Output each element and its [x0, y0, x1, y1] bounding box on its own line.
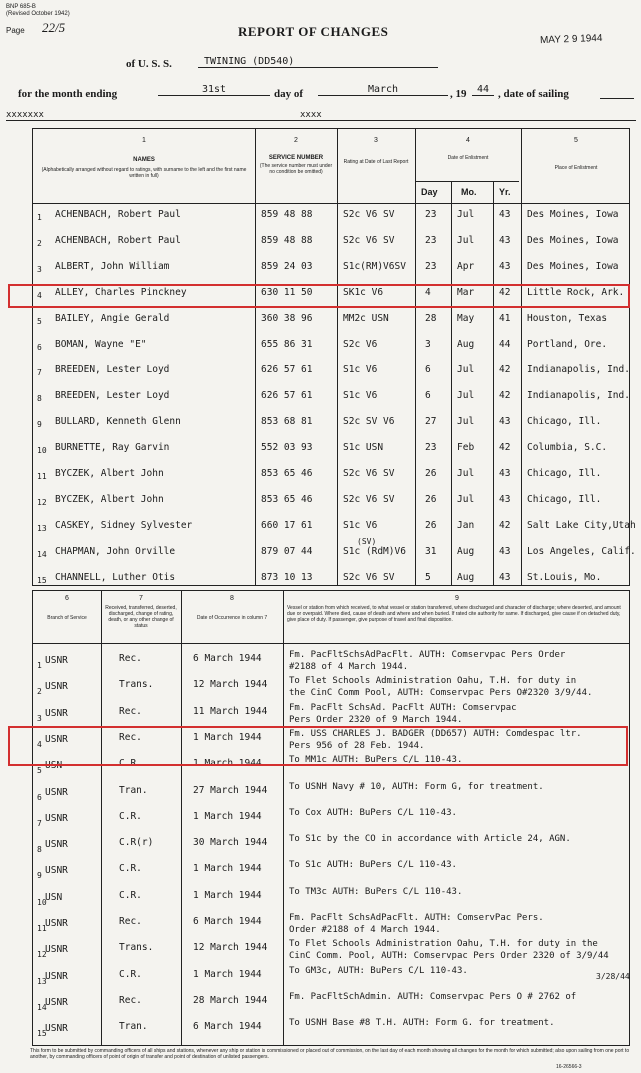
- cell-remarks-line: #2188 of 4 March 1944.: [289, 662, 409, 672]
- cell-remarks-line: To Flet Schools Administration Oahu, T.H. for duty in: [289, 676, 577, 687]
- cell-place: Columbia, S.C.: [527, 442, 608, 454]
- header-rule: [6, 120, 636, 121]
- day-of-label: day of: [274, 88, 304, 100]
- col7-number: 7: [139, 595, 143, 602]
- cell-day: 6: [425, 364, 431, 376]
- cell-service: 626 57 61: [261, 390, 313, 402]
- changes-table: [32, 590, 630, 1046]
- col1-title: NAMES: [133, 157, 155, 163]
- cell-service: 630 11 50: [261, 286, 313, 298]
- cell-change: Rec.: [119, 916, 142, 927]
- footer-code: 16-26566-3: [556, 1064, 582, 1070]
- cell-remarks-line: To Flet Schools Administration Oahu, T.H. for duty in the: [289, 939, 598, 950]
- cell-change: C.R.: [119, 968, 142, 980]
- cell-mo: Jul: [457, 209, 475, 220]
- uss-label: of U. S. S.: [126, 58, 172, 70]
- cell-yr: 42: [499, 519, 511, 531]
- cell-yr: 43: [499, 493, 511, 505]
- cell-date: 27 March 1944: [193, 784, 268, 796]
- cell-name: BAILEY, Angie Gerald: [55, 312, 170, 324]
- cell-service: 853 65 46: [261, 468, 313, 479]
- cell-date: 1 March 1944: [193, 889, 262, 901]
- row-number: 13: [37, 523, 47, 533]
- date-of-sailing-label: , date of sailing: [498, 88, 569, 100]
- cell-change: Rec.: [119, 731, 142, 743]
- cell-change: C.R.: [119, 810, 142, 822]
- cell-place: Los Angeles, Calif.: [527, 545, 636, 557]
- cell-date: 12 March 1944: [193, 679, 268, 691]
- cell-place: Indianapolis, Ind.: [527, 390, 630, 402]
- cell-service: 859 24 03: [261, 260, 313, 272]
- cell-change: C.R.: [119, 889, 142, 901]
- row-number: 2: [37, 238, 42, 248]
- col8-title: Date of Occurrence in column 7: [196, 615, 268, 621]
- cell-place: Chicago, Ill.: [527, 493, 602, 505]
- cell-place: Chicago, Ill.: [527, 416, 602, 428]
- cell-mo: May: [457, 312, 475, 324]
- col-divider: [451, 181, 452, 585]
- cell-yr: 43: [499, 260, 511, 272]
- cell-yr: 43: [499, 571, 511, 583]
- cell-change: Tran.: [119, 1021, 148, 1033]
- cell-remarks-line: Fm. PacFltSchsAdPacFlt. AUTH: Comservpac Pers Order: [289, 650, 566, 660]
- header-bottom-rule: [33, 203, 629, 204]
- cell-branch: USNR: [45, 786, 68, 798]
- col8-number: 8: [230, 595, 234, 602]
- form-identifier: BNP 685-B (Revised October 1942): [6, 4, 70, 17]
- cell-remarks-line: Pers Order 2320 of 9 March 1944.: [289, 714, 463, 725]
- cell-name: CHANNELL, Luther Otis: [55, 571, 176, 583]
- col4-day: Day: [421, 187, 438, 197]
- row-number: 1: [37, 661, 42, 670]
- cell-service: 360 38 96: [261, 312, 313, 324]
- row-number: 2: [37, 687, 42, 697]
- cell-branch: USNR: [45, 944, 68, 956]
- cell-name: ACHENBACH, Robert Paul: [55, 209, 181, 220]
- cell-remarks-line: To USNH Navy # 10, AUTH: Form G, for treatment.: [289, 781, 544, 792]
- cell-remarks-line: To S1c AUTH: BuPers C/L 110-43.: [289, 860, 457, 871]
- cell-service: 853 68 81: [261, 416, 313, 428]
- year-value: 44: [472, 84, 494, 96]
- row-number: 11: [37, 924, 47, 933]
- cell-remarks-line: Fm. PacFltSchAdmin. AUTH: Comservpac Pers O # 2762 of: [289, 991, 577, 1002]
- cell-day: 23: [425, 209, 437, 220]
- row-number: 15: [37, 575, 47, 585]
- cell-mo: Jul: [457, 364, 475, 376]
- col7-title: Received, transferred, deserted, discharged, change of rating, death, or any other change of status: [105, 605, 177, 629]
- cell-name: CHAPMAN, John Orville: [55, 545, 176, 557]
- cell-change: Tran.: [119, 784, 148, 796]
- row-number: 6: [37, 792, 42, 802]
- cell-place: Portland, Ore.: [527, 338, 608, 350]
- cell-day: 31: [425, 545, 437, 557]
- month-value: March: [318, 84, 448, 96]
- cell-date: 1 March 1944: [193, 731, 262, 743]
- col2-desc: (The service number must under no condition be omitted): [259, 163, 333, 175]
- cell-day: 26: [425, 493, 437, 505]
- cell-branch: USNR: [45, 1023, 68, 1035]
- cell-rating: S1c(RM)V6SV: [343, 260, 406, 272]
- col-divider: [101, 591, 102, 1045]
- cell-service: 626 57 61: [261, 364, 313, 376]
- cell-date: 6 March 1944: [193, 653, 262, 664]
- cell-branch: USNR: [45, 839, 68, 851]
- date-stamp: MAY 2 9 1944: [539, 32, 603, 47]
- cell-remarks-line: To Cox AUTH: BuPers C/L 110-43.: [289, 807, 457, 818]
- cell-day: 28: [425, 312, 437, 324]
- col-divider: [493, 181, 494, 585]
- cell-branch: USNR: [45, 655, 68, 666]
- cell-mo: Aug: [457, 545, 475, 557]
- cell-date: 1 March 1944: [193, 968, 262, 980]
- page-label: Page: [6, 26, 25, 35]
- cell-mo: Jul: [457, 390, 475, 402]
- cell-date: 1 March 1944: [193, 758, 262, 770]
- page-number: 22/5: [42, 20, 66, 35]
- row-number: 5: [37, 766, 42, 776]
- col5-number: 5: [574, 137, 578, 144]
- header-bottom-rule: [33, 643, 629, 644]
- cell-yr: 42: [499, 364, 511, 376]
- cell-remarks-line: Pers 956 of 28 Feb. 1944.: [289, 740, 425, 751]
- cell-branch: USN: [45, 760, 63, 772]
- cell-rating: S1c V6: [343, 364, 378, 376]
- col1-number: 1: [142, 137, 146, 144]
- margin-note: 3/28/44: [596, 972, 630, 981]
- cell-place: Chicago, Ill.: [527, 468, 602, 479]
- cell-mo: Aug: [457, 571, 475, 583]
- cell-change: Trans.: [119, 942, 154, 954]
- cell-day: 5: [425, 571, 431, 583]
- cell-change: Rec.: [119, 705, 142, 717]
- month-ending-label: for the month ending: [18, 88, 118, 100]
- cell-yr: 44: [499, 338, 511, 350]
- cell-branch: USNR: [45, 918, 68, 929]
- col4-year: Yr.: [499, 187, 511, 197]
- col4-number: 4: [466, 137, 470, 144]
- row-number: 8: [37, 394, 42, 404]
- enlistment-subrule: [415, 181, 519, 182]
- cell-remarks-line: To MM1c AUTH: BuPers C/L 110-43.: [289, 755, 463, 766]
- cell-mo: Jul: [457, 468, 475, 479]
- cell-remarks-line: To S1c by the CO in accordance with Article 24, AGN.: [289, 834, 571, 845]
- cell-rating: S2c V6 SV: [343, 234, 395, 246]
- cell-service: 879 07 44: [261, 545, 313, 557]
- cell-branch: USNR: [45, 996, 68, 1008]
- row-number: 7: [37, 818, 42, 828]
- col4-title: Date of Enlistment: [447, 155, 489, 161]
- col3-title: Rating at Date of Last Report: [343, 159, 409, 165]
- cell-yr: 42: [499, 286, 511, 298]
- row-number: 9: [37, 871, 42, 881]
- cell-day: 23: [425, 442, 437, 454]
- col-divider: [283, 591, 284, 1045]
- cell-place: Salt Lake City,Utah: [527, 519, 636, 531]
- col6-number: 6: [65, 595, 69, 602]
- cell-day: 26: [425, 468, 437, 479]
- col2-title: SERVICE NUMBER: [268, 155, 324, 161]
- cell-name: ACHENBACH, Robert Paul: [55, 234, 181, 246]
- row-number: 12: [37, 497, 47, 507]
- cell-date: 6 March 1944: [193, 1021, 262, 1033]
- row-number: 14: [37, 549, 47, 559]
- cell-name: BYCZEK, Albert John: [55, 493, 164, 505]
- cell-remarks-line: the CinC Comm Pool, AUTH: Comservpac Pers O#2320 3/9/44.: [289, 688, 593, 699]
- personnel-table: [32, 128, 636, 586]
- cell-name: ALLEY, Charles Pinckney: [55, 286, 187, 298]
- highlight-bottom-row-4: [8, 726, 628, 766]
- cell-change: C.R(r): [119, 837, 154, 849]
- row-number: 11: [37, 472, 47, 481]
- cell-mo: Apr: [457, 260, 475, 272]
- cell-name: BOMAN, Wayne "E": [55, 338, 147, 350]
- cell-mo: Jul: [457, 493, 475, 505]
- cell-rating: MM2c USN: [343, 312, 389, 324]
- col9-title: Vessel or station from which received, to what vessel or station transferred, where discharged and character of discharge; where deserted, and amount due or overpaid. Where died, cause of death and where and when buried. If rated cite authority for same. If discharged, give cause if on detached duty, give place of duty. If passenger, give purpose of travel and final disposition.: [287, 605, 621, 623]
- cell-name: BREEDEN, Lester Loyd: [55, 364, 170, 376]
- cell-change: C.R.: [119, 863, 142, 875]
- cell-rating: S2c V6: [343, 338, 378, 350]
- col-divider: [337, 129, 338, 585]
- col4-month: Mo.: [461, 187, 477, 197]
- row-number: 12: [37, 950, 47, 960]
- cell-date: 30 March 1944: [193, 837, 268, 849]
- year-label: , 19: [450, 88, 467, 100]
- cell-mo: Aug: [457, 338, 475, 350]
- cell-rating: S1c V6: [343, 519, 378, 531]
- cell-place: St.Louis, Mo.: [527, 571, 602, 583]
- col-divider: [181, 591, 182, 1045]
- cell-remarks-line: Fm. PacFlt SchsAd. PacFlt AUTH: Comservpac: [289, 702, 517, 713]
- col-divider: [521, 129, 522, 585]
- cell-place: Des Moines, Iowa: [527, 209, 619, 220]
- cell-name: ALBERT, John William: [55, 260, 170, 272]
- cell-remarks-line: Order #2188 of 4 March 1944.: [289, 925, 441, 935]
- cell-date: 6 March 1944: [193, 916, 262, 927]
- cell-name: BYCZEK, Albert John: [55, 468, 164, 479]
- cell-day: 6: [425, 390, 431, 402]
- row-number: 9: [37, 420, 42, 430]
- row-number: 10: [37, 897, 47, 907]
- cell-name: BURNETTE, Ray Garvin: [55, 442, 170, 454]
- cell-place: Des Moines, Iowa: [527, 260, 619, 272]
- cell-rating: S1c V6: [343, 390, 378, 402]
- rating-annotation: (SV): [357, 537, 377, 546]
- row-number: 14: [37, 1002, 47, 1012]
- cell-day: 4: [425, 286, 431, 298]
- cell-change: Trans.: [119, 679, 154, 691]
- cell-service: 859 48 88: [261, 234, 313, 246]
- cell-date: 1 March 1944: [193, 810, 262, 822]
- cell-mo: Feb: [457, 442, 475, 454]
- crossed-out-right: xxxx: [300, 110, 322, 120]
- row-number: 13: [37, 976, 47, 986]
- cell-day: 3: [425, 338, 431, 350]
- cell-place: Indianapolis, Ind.: [527, 364, 630, 376]
- cell-remarks-line: CinC Comm. Pool, AUTH: Comservpac Pers Order 2320 of 3/9/44: [289, 951, 609, 962]
- row-number: 5: [37, 316, 42, 326]
- cell-yr: 43: [499, 545, 511, 557]
- sailing-date-line: [600, 98, 634, 99]
- cell-day: 23: [425, 260, 437, 272]
- row-number: 7: [37, 368, 42, 378]
- cell-branch: USNR: [45, 812, 68, 824]
- cell-day: 23: [425, 234, 437, 246]
- cell-mo: Jul: [457, 234, 475, 246]
- cell-rating: S2c V6 SV: [343, 209, 395, 220]
- cell-yr: 43: [499, 416, 511, 428]
- cell-name: BULLARD, Kenneth Glenn: [55, 416, 181, 428]
- cell-rating: S2c SV V6: [343, 416, 395, 428]
- cell-rating: S2c V6 SV: [343, 493, 395, 505]
- cell-date: 12 March 1944: [193, 942, 268, 954]
- cell-service: 859 48 88: [261, 209, 313, 220]
- row-number: 3: [37, 713, 42, 723]
- cell-date: 1 March 1944: [193, 863, 262, 875]
- row-number: 4: [37, 739, 42, 749]
- cell-service: 655 86 31: [261, 338, 313, 350]
- row-number: 6: [37, 342, 42, 352]
- cell-rating: S1c USN: [343, 442, 384, 454]
- cell-remarks-line: Fm. PacFlt SchsAdPacFlt. AUTH: ComservPac Pers.: [289, 913, 544, 923]
- cell-name: BREEDEN, Lester Loyd: [55, 390, 170, 402]
- cell-yr: 43: [499, 234, 511, 246]
- cell-branch: USN: [45, 891, 63, 903]
- row-number: 10: [37, 446, 47, 456]
- cell-service: 660 17 61: [261, 519, 313, 531]
- ship-name: TWINING (DD540): [198, 56, 438, 68]
- row-number: 8: [37, 845, 42, 855]
- col6-title: Branch of Service: [47, 615, 87, 621]
- cell-rating: S2c V6 SV: [343, 571, 395, 583]
- cell-place: Little Rock, Ark.: [527, 286, 625, 298]
- cell-service: 552 03 93: [261, 442, 313, 454]
- col3-number: 3: [374, 137, 378, 144]
- cell-name: CASKEY, Sidney Sylvester: [55, 519, 193, 531]
- col-divider: [255, 129, 256, 585]
- report-title: REPORT OF CHANGES: [238, 24, 389, 39]
- cell-mo: Jan: [457, 519, 475, 531]
- cell-yr: 43: [499, 468, 511, 479]
- row-number: 3: [37, 264, 42, 274]
- cell-mo: Mar: [457, 286, 475, 298]
- cell-place: Houston, Texas: [527, 312, 608, 324]
- row-number: 1: [37, 213, 42, 222]
- cell-remarks-line: To USNH Base #8 T.H. AUTH: Form G. for treatment.: [289, 1018, 555, 1029]
- cell-date: 11 March 1944: [193, 705, 268, 717]
- cell-yr: 41: [499, 312, 511, 324]
- day-value: 31st: [158, 84, 270, 96]
- col-divider: [415, 129, 416, 585]
- cell-service: 873 10 13: [261, 571, 313, 583]
- cell-day: 26: [425, 519, 437, 531]
- cell-day: 27: [425, 416, 437, 428]
- cell-yr: 42: [499, 442, 511, 454]
- cell-yr: 43: [499, 209, 511, 220]
- row-number: 4: [37, 290, 42, 300]
- row-number: 15: [37, 1029, 47, 1039]
- cell-branch: USNR: [45, 970, 68, 982]
- cell-rating: SK1c V6: [343, 286, 384, 298]
- cell-change: Rec.: [119, 994, 142, 1006]
- cell-place: Des Moines, Iowa: [527, 234, 619, 246]
- cell-yr: 42: [499, 390, 511, 402]
- footer-instructions: This form to be submitted by commanding officers of all ships and stations, whenever any ship or station is commissioned or placed out of commission, on the last day of each month showing all changes for the month for which submitted; also upon sailing from one port to another, by commanding officers of point of origin of transfer and point of destination of unlisted passengers.: [30, 1048, 630, 1060]
- cell-mo: Jul: [457, 416, 475, 428]
- cell-change: C.R.: [119, 758, 142, 770]
- col1-desc: (Alphabetically arranged without regard to ratings, with surname to the left and the first name written in full): [41, 167, 247, 179]
- cell-branch: USNR: [45, 733, 68, 745]
- col9-number: 9: [455, 595, 459, 602]
- cell-remarks-line: To GM3c, AUTH: BuPers C/L 110-43.: [289, 965, 468, 976]
- col5-title: Place of Enlistment: [554, 165, 598, 171]
- cell-remarks-line: Fm. USS CHARLES J. BADGER (DD657) AUTH: Comdespac ltr.: [289, 728, 582, 739]
- cell-branch: USNR: [45, 707, 68, 719]
- col2-number: 2: [294, 137, 298, 144]
- cell-remarks-line: To TM3c AUTH: BuPers C/L 110-43.: [289, 886, 463, 897]
- highlight-top-row-4: [8, 284, 630, 308]
- cell-rating: S1c (RdM)V6: [343, 545, 406, 557]
- cell-branch: USNR: [45, 865, 68, 877]
- cell-branch: USNR: [45, 681, 68, 693]
- cell-change: Rec.: [119, 653, 142, 664]
- cell-service: 853 65 46: [261, 493, 313, 505]
- crossed-out-left: xxxxxxx: [6, 110, 44, 120]
- cell-rating: S2c V6 SV: [343, 468, 395, 479]
- cell-date: 28 March 1944: [193, 994, 268, 1006]
